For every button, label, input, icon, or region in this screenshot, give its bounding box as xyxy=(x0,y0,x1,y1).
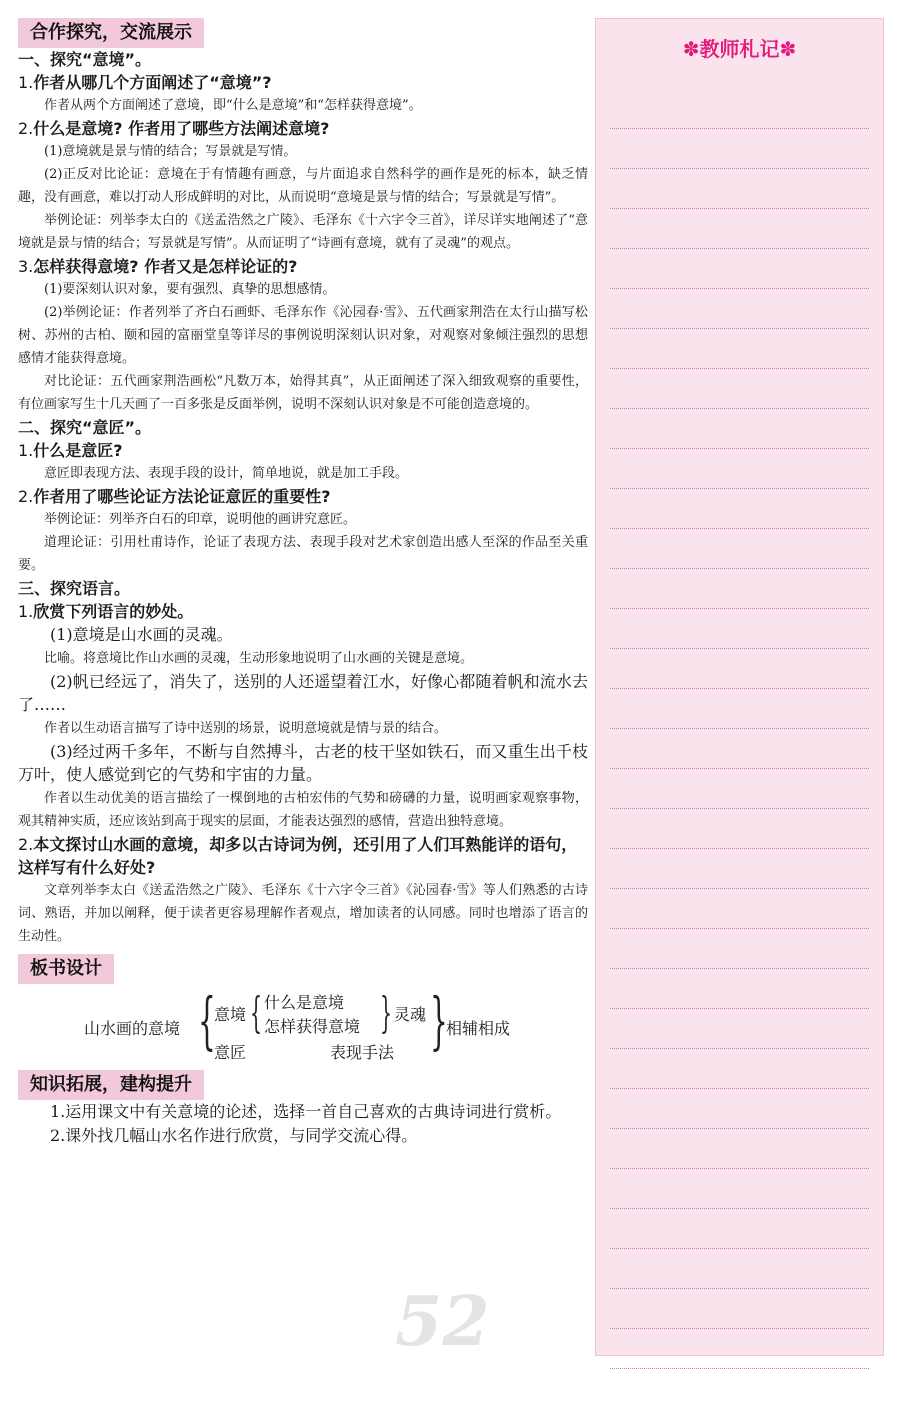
note-line xyxy=(610,849,869,889)
note-line xyxy=(610,409,869,449)
extension-item-1: 1.运用课文中有关意境的论述，选择一首自己喜欢的古典诗词进行赏析。 xyxy=(50,1101,562,1121)
part2-answer-1: 意匠即表现方法、表现手段的设计，简单地说，就是加工手段。 xyxy=(44,466,409,481)
note-line xyxy=(610,209,869,249)
part3-question-1 xyxy=(18,600,588,623)
note-line xyxy=(610,769,869,809)
question-number: 2. xyxy=(18,834,34,854)
board-yijiang: 意匠 xyxy=(214,1042,247,1062)
extension-list xyxy=(18,1100,588,1148)
board-what: 什么是意境 xyxy=(264,992,345,1012)
part3-heading: 三、探究语言。 xyxy=(18,579,131,598)
flower-icon: ✽ xyxy=(682,37,700,61)
part3-analysis-3: 作者以生动优美的语言描绘了一棵倒地的古柏宏伟的气势和磅礴的力量，说明画家观察事物，观其精神实质，还应该站到高于现实的层面，才能表达强烈的感情，营造出独特意境。 xyxy=(18,790,588,829)
board-yijing: 意境 xyxy=(214,1004,247,1024)
note-line xyxy=(610,929,869,969)
note-lines xyxy=(610,89,869,1369)
board-design-diagram xyxy=(18,983,588,1064)
note-line xyxy=(610,649,869,689)
note-line xyxy=(610,1289,869,1329)
main-content xyxy=(18,18,588,1148)
note-line xyxy=(610,1249,869,1289)
note-line xyxy=(610,1169,869,1209)
right-brace: } xyxy=(430,983,448,1057)
part2-answer-2-2: 道理论证：引用杜甫诗作，论证了表现方法、表现手段对艺术家创造出感人至深的作品至关重要。 xyxy=(18,535,588,573)
sidebar-title xyxy=(596,33,883,62)
sidebar-title-text: 教师札记 xyxy=(699,37,780,61)
page-number: 52 xyxy=(395,1282,490,1362)
board-mutual: 相辅相成 xyxy=(446,1018,511,1038)
part3-analysis-1: 比喻。将意境比作山水画的灵魂，生动形象地说明了山水画的关键是意境。 xyxy=(44,650,474,666)
flower-icon: ✽ xyxy=(779,37,797,61)
part1-heading: 一、探究“意境”。 xyxy=(18,50,152,69)
note-line xyxy=(610,369,869,409)
note-line xyxy=(610,529,869,569)
note-line xyxy=(610,729,869,769)
question-text: 作者从哪几个方面阐述了“意境”? xyxy=(33,73,272,92)
teacher-notes-sidebar xyxy=(595,18,884,1356)
note-line xyxy=(610,129,869,169)
note-line xyxy=(610,689,869,729)
question-text: 什么是意境? 作者用了哪些方法阐述意境? xyxy=(33,119,330,138)
note-line xyxy=(610,489,869,529)
section-title-extension: 知识拓展，建构提升 xyxy=(18,1070,204,1100)
part2-question-2 xyxy=(18,485,588,508)
note-line xyxy=(610,889,869,929)
extension-item-2: 2.课外找几幅山水名作进行欣赏，与同学交流心得。 xyxy=(50,1125,418,1145)
note-line xyxy=(610,1209,869,1249)
board-how: 怎样获得意境 xyxy=(264,1016,361,1036)
question-number: 2. xyxy=(18,487,34,506)
question-number: 1. xyxy=(18,602,34,621)
part2-heading: 二、探究“意匠”。 xyxy=(18,418,152,437)
part3-answer-2: 文章列举李太白《送孟浩然之广陵》、毛泽东《十六字令三首》《沁园春·雪》等人们熟悉的古诗词、熟语，并加以阐释，便于读者更容易理解作者观点，增加读者的认同感。同时也增添了语言的生动性。 xyxy=(18,882,588,944)
part1-answer-2-1: (1)意境就是景与情的结合；写景就是写情。 xyxy=(44,144,297,159)
part1-answer-2-2: (2)正反对比论证：意境在于有情趣有画意，与片面追求自然科学的画作是死的标本，缺乏情趣，没有画意，难以打动人形成鲜明的对比，从而说明“意境是景与情的结合；写景就是写情”。 xyxy=(18,167,588,205)
part3-analysis-2: 作者以生动语言描写了诗中送别的场景，说明意境就是情与景的结合。 xyxy=(44,720,448,736)
part2-answer-2-1: 举例论证：列举齐白石的印章，说明他的画讲究意匠。 xyxy=(44,512,357,527)
part3-sentence-1: (1)意境是山水画的灵魂。 xyxy=(50,625,233,644)
note-line xyxy=(610,329,869,369)
note-line xyxy=(610,809,869,849)
question-text: 什么是意匠? xyxy=(33,441,123,460)
part1-question-3 xyxy=(18,255,588,278)
part3-question-2 xyxy=(18,833,588,879)
note-line xyxy=(610,289,869,329)
part1-answer-3-2: (2)举例论证：作者列举了齐白石画虾、毛泽东作《沁园春·雪》、五代画家荆浩在太行山描写松树、苏州的古柏、颐和园的富丽堂皇等详尽的事例说明深刻认识对象，对观察对象倾注强烈的思想感情才能获得意境。 xyxy=(18,305,588,366)
board-root: 山水画的意境 xyxy=(84,1018,181,1038)
part3-sentence-3: (3)经过两千多年，不断与自然搏斗，古老的枝干坚如铁石，而又重生出千枝万叶，使人感觉到它的气势和宇宙的力量。 xyxy=(18,741,588,784)
section-title-cooperative-inquiry: 合作探究，交流展示 xyxy=(18,18,204,48)
board-soul: 灵魂 xyxy=(394,1004,427,1024)
question-text: 作者用了哪些论证方法论证意匠的重要性? xyxy=(33,487,331,506)
part1-question-2 xyxy=(18,117,588,140)
part1-answer-2-3: 举例论证：列举李太白的《送孟浩然之广陵》、毛泽东《十六字令三首》，详尽详实地阐述了“意境就是景与情的结合；写景就是写情”。从而证明了“诗画有意境，就有了灵魂”的观点。 xyxy=(18,213,588,251)
question-number: 1. xyxy=(18,73,34,92)
note-line xyxy=(610,1089,869,1129)
part2-question-1 xyxy=(18,439,588,462)
question-number: 1. xyxy=(18,441,34,460)
note-line xyxy=(610,569,869,609)
note-line xyxy=(610,169,869,209)
question-text: 欣赏下列语言的妙处。 xyxy=(33,602,194,621)
note-line xyxy=(610,969,869,1009)
note-line xyxy=(610,1009,869,1049)
note-line xyxy=(610,1329,869,1369)
part1-answer-3-3: 对比论证：五代画家荆浩画松“凡数万本，始得其真”，从正面阐述了深入细致观察的重要性，有位画家写生十几天画了一百多张是反面举例，说明不深刻认识对象是不可能创造意境的。 xyxy=(18,374,588,412)
question-text: 怎样获得意境? 作者又是怎样论证的? xyxy=(33,257,298,276)
part1-answer-1: 作者从两个方面阐述了意境，即“什么是意境”和“怎样获得意境”。 xyxy=(44,98,422,113)
note-line xyxy=(610,249,869,289)
note-line xyxy=(610,1129,869,1169)
question-number: 2. xyxy=(18,119,34,138)
note-line xyxy=(610,449,869,489)
note-line xyxy=(610,89,869,129)
note-line xyxy=(610,609,869,649)
part1-question-1 xyxy=(18,71,588,94)
part1-answer-3-1: (1)要深刻认识对象，要有强烈、真挚的思想感情。 xyxy=(44,282,336,297)
note-line xyxy=(610,1049,869,1089)
question-text: 本文探讨山水画的意境，却多以古诗词为例，还引用了人们耳熟能详的语句，这样写有什么好处? xyxy=(18,834,578,877)
inner-right-brace: } xyxy=(380,987,393,1037)
left-brace: { xyxy=(198,983,216,1057)
section-title-board-design: 板书设计 xyxy=(18,954,114,984)
question-number: 3. xyxy=(18,257,34,276)
part3-sentence-2: (2)帆已经远了，消失了，送别的人还遥望着江水，好像心都随着帆和流水去了…… xyxy=(18,671,588,714)
board-method: 表现手法 xyxy=(330,1042,395,1062)
inner-brace: { xyxy=(250,987,263,1037)
